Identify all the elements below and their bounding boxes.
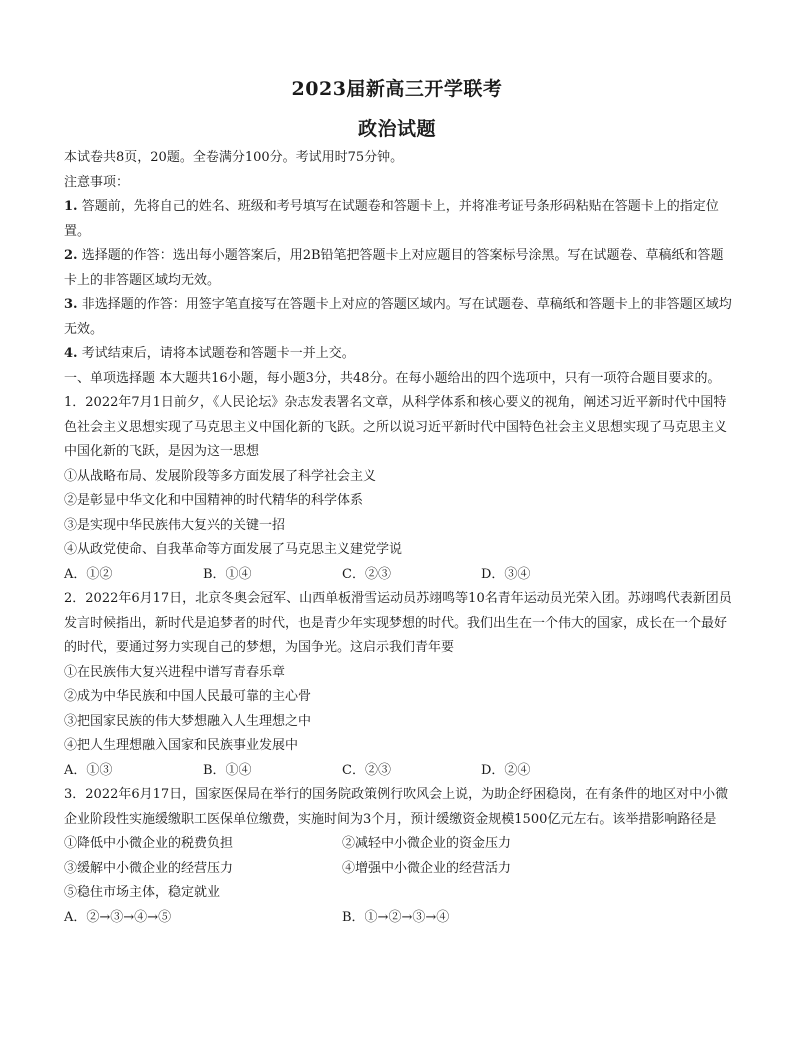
exam-content (64, 146, 736, 930)
notice-item-1 (64, 195, 736, 244)
notice-number: 4. (64, 346, 78, 361)
option-b: B．①④ (203, 566, 252, 582)
option-a: A．①③ (64, 762, 113, 778)
question-1-item: ④从政党使命、自我革命等方面发展了马克思主义建党学说 (64, 542, 403, 557)
option-d: D．③④ (481, 566, 531, 582)
question-1-options (64, 563, 736, 588)
section-heading: 一、单项选择题 本大题共16小题，每小题3分，共48分。在每小题给出的四个选项中，只有一项符合题目要求的。 (64, 370, 721, 386)
question-1-item: ①从战略布局、发展阶段等多方面发展了科学社会主义 (64, 468, 377, 484)
notice-number: 3. (64, 297, 78, 312)
option-b: B．①④ (203, 762, 252, 778)
notice-item-4 (64, 342, 736, 367)
notice-text: 考试结束后，请将本试题卷和答题卡一并上交。 (81, 346, 355, 361)
question-3-item: ⑤稳住市场主体，稳定就业 (64, 885, 221, 900)
notice-label: 注意事项： (64, 174, 130, 190)
question-3-item-row (64, 857, 736, 882)
question-2-stem: 2．2022年6月17日，北京冬奥会冠军、山西单板滑雪运动员苏翊鸣等10名青年运动员光荣入团。苏翊鸣代表新团员发言时候指出，新时代是追梦者的时代，也是青少年实现梦想的时代。我们出生在一个伟大的国家，成长在一个最好的时代，要通过努力实现自己的梦想，为国争光。这启示我们青年要 (64, 591, 732, 655)
exam-title: 2023届新高三开学联考 (291, 78, 503, 100)
notice-item-2 (64, 244, 736, 293)
option-a: A．②→③→④→⑤ (64, 909, 172, 925)
option-a: A．①② (64, 566, 113, 582)
question-1-item: ②是彰显中华文化和中国精神的时代精华的科学体系 (64, 493, 364, 508)
notice-text: 非选择题的作答：用签字笔直接写在答题卡上对应的答题区域内。写在试题卷、草稿纸和答题卡上的非答题区域均无效。 (64, 297, 732, 337)
question-1-stem: 1．2022年7月1日前夕，《人民论坛》杂志发表署名文章，从科学体系和核心要义的视角，阐述习近平新时代中国特色社会主义思想实现了马克思主义中国化新的飞跃。之所以说习近平新时代中国特色社会主义思想实现了马克思主义中国化新的飞跃，是因为这一思想 (64, 395, 728, 459)
notice-number: 2. (64, 248, 78, 263)
option-b: B．①→②→③→④ (342, 909, 450, 925)
notice-number: 1. (64, 199, 78, 214)
option-d: D．②④ (481, 762, 531, 778)
notice-item-3 (64, 293, 736, 342)
exam-summary: 本试卷共8页，20题。全卷满分100分。考试用时75分钟。 (64, 150, 404, 165)
exam-subtitle: 政治试题 (357, 118, 436, 140)
question-3-item-row (64, 832, 736, 857)
question-3-item: ①降低中小微企业的税费负担 (64, 836, 234, 851)
notice-text: 答题前，先将自己的姓名、班级和考号填写在试题卷和答题卡上，并将准考证号条形码粘贴在答题卡上的指定位置。 (64, 199, 719, 239)
question-3-item: ③缓解中小微企业的经营压力 (64, 860, 234, 876)
question-2-options (64, 759, 736, 784)
question-3-stem: 3．2022年6月17日，国家医保局在举行的国务院政策例行吹风会上说，为助企纾困稳岗，在有条件的地区对中小微企业阶段性实施缓缴职工医保单位缴费，实施时间为3个月，预计缓缴资金规模1500亿元左右。该举措影响路径是 (64, 787, 729, 827)
option-c: C．②③ (342, 566, 391, 582)
question-3-item: ②减轻中小微企业的资金压力 (342, 836, 512, 851)
notice-text: 选择题的作答：选出每小题答案后，用2B铅笔把答题卡上对应题目的答案标号涂黑。写在试题卷、草稿纸和答题卡上的非答题区域均无效。 (64, 248, 724, 288)
question-2-item: ③把国家民族的伟大梦想融入人生理想之中 (64, 713, 312, 729)
question-3-item: ④增强中小微企业的经营活力 (342, 860, 512, 876)
question-3-options (64, 906, 736, 931)
question-2-item: ①在民族伟大复兴进程中谱写青春乐章 (64, 664, 286, 680)
option-c: C．②③ (342, 762, 391, 778)
question-2-item: ②成为中华民族和中国人民最可靠的主心骨 (64, 689, 312, 704)
question-1-item: ③是实现中华民族伟大复兴的关键一招 (64, 517, 286, 533)
question-2-item: ④把人生理想融入国家和民族事业发展中 (64, 738, 299, 753)
